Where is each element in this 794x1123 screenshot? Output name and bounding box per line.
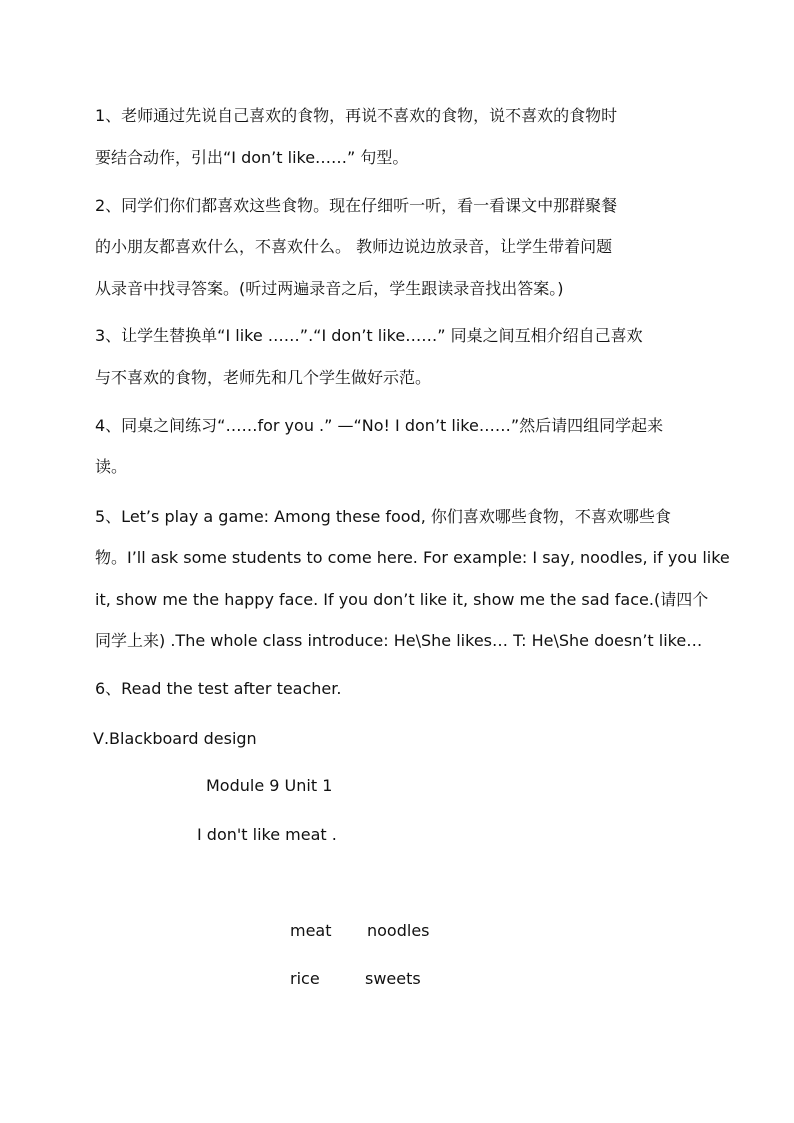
paragraph-2-line-1: 2、同学们你们都喜欢这些食物。现在仔细听一听，看一看课文中那群聚餐 (95, 196, 618, 215)
blackboard-word: noodles (367, 921, 430, 940)
paragraph-4-line-2: 读。 (95, 457, 128, 476)
blackboard-module: Module 9 Unit 1 (206, 776, 333, 795)
blackboard-word: sweets (365, 969, 421, 988)
paragraph-5-line-3: it, show me the happy face. If you don’t like it, show me the sad face.(请四个 (95, 590, 709, 609)
paragraph-5-line-2: 物。I’ll ask some students to come here. For example: I say, noodles, if you like (95, 548, 730, 567)
paragraph-5-line-1: 5、Let’s play a game: Among these food, 你们喜欢哪些食物，不喜欢哪些食 (95, 507, 671, 526)
paragraph-5-line-4: 同学上来) .The whole class introduce: He\She likes… T: He\She doesn’t like… (95, 631, 703, 650)
paragraph-3-line-2: 与不喜欢的食物，老师先和几个学生做好示范。 (95, 368, 432, 387)
blackboard-title: I don't like meat . (197, 825, 337, 844)
section-heading: Ⅴ.Blackboard design (93, 729, 257, 748)
paragraph-3-line-1: 3、让学生替换单“I like ……”.“I don’t like……” 同桌之间互相介绍自己喜欢 (95, 326, 643, 345)
paragraph-1-line-2: 要结合动作，引出“I don’t like……” 句型。 (95, 148, 409, 167)
paragraph-2-line-2: 的小朋友都喜欢什么，不喜欢什么。 教师边说边放录音，让学生带着问题 (95, 237, 613, 256)
paragraph-6-line-1: 6、Read the test after teacher. (95, 679, 342, 698)
paragraph-2-line-3: 从录音中找寻答案。(听过两遍录音之后，学生跟读录音找出答案。) (95, 279, 564, 298)
paragraph-4-line-1: 4、同桌之间练习“……for you .” —“No! I don’t like……”然后请四组同学起来 (95, 416, 664, 435)
paragraph-1-line-1: 1、老师通过先说自己喜欢的食物，再说不喜欢的食物，说不喜欢的食物时 (95, 106, 618, 125)
blackboard-word: meat (290, 921, 332, 940)
blackboard-word: rice (290, 969, 320, 988)
